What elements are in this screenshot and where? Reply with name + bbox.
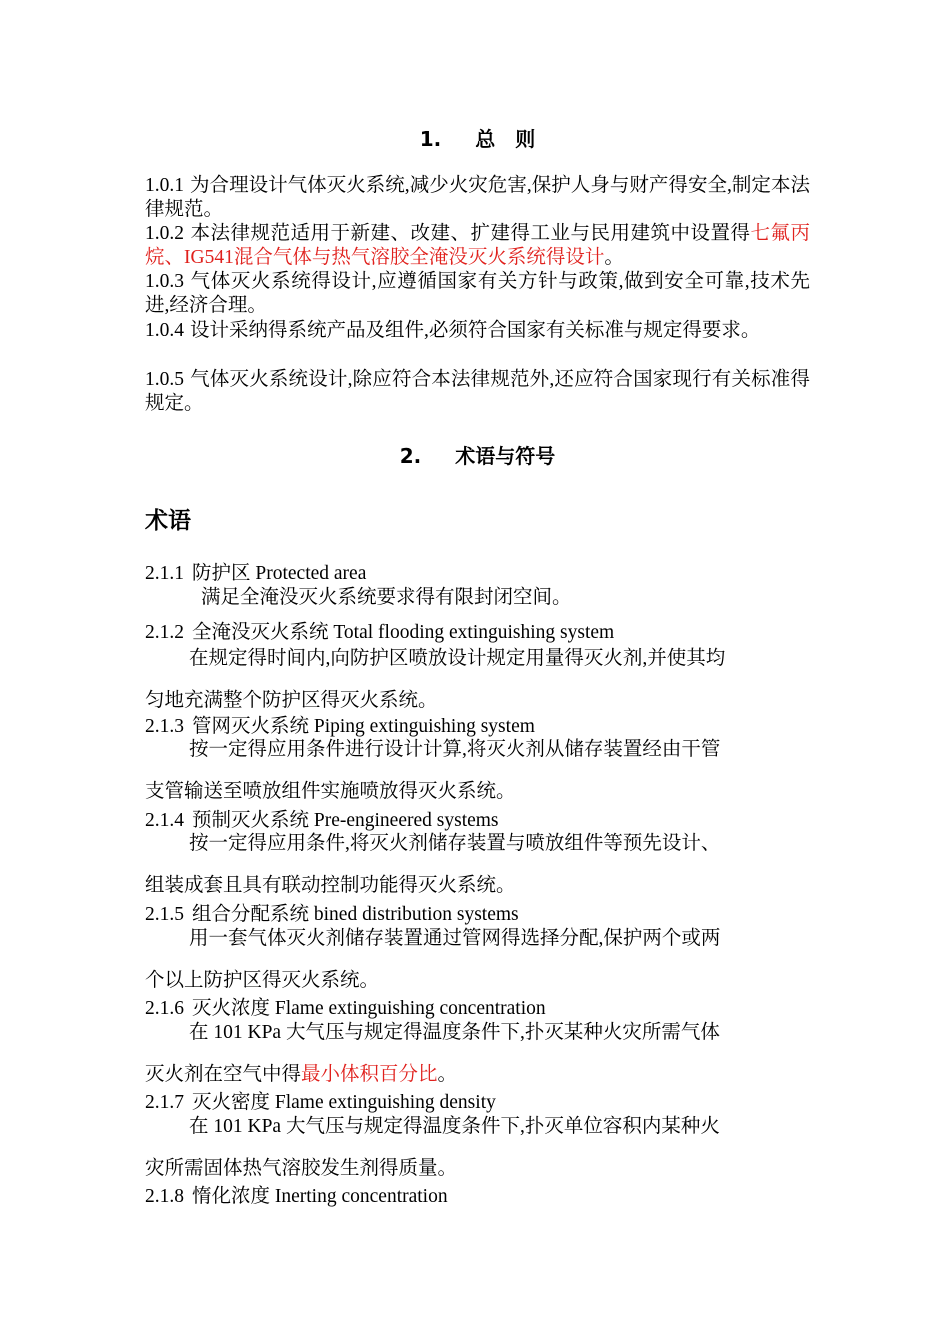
term-2-1-4: 2.1.4 预制灭火系统 Pre-engineered systems — [145, 810, 499, 831]
term-2-1-2-definition: 在规定得时间内,向防护区喷放设计规定用量得灭火剂,并使其均 匀地充满整个防护区得灭火系统。 — [145, 648, 726, 711]
clause-1-0-2: 1.0.2 本法律规范适用于新建、改建、扩建得工业与民用建筑中设置得七氟丙烷、IG541混合气体与热气溶胶全淹没灭火系统得设计。 — [145, 223, 810, 268]
term-2-1-7-definition: 在 101 KPa 大气压与规定得温度条件下,扑灭单位容积内某种火 灾所需固体热气溶胶发生剂得质量。 — [145, 1116, 720, 1179]
chapter-1-heading — [145, 123, 810, 152]
section-title-terms: 术语 — [145, 508, 191, 534]
term-2-1-5: 2.1.5 组合分配系统 bined distribution systems — [145, 904, 519, 925]
highlighted-term: 最小体积百分比 — [301, 1064, 438, 1085]
clause-1-0-3: 1.0.3 气体灭火系统得设计,应遵循国家有关方针与政策,做到安全可靠,技术先进,经济合理。 — [145, 271, 810, 316]
term-2-1-1-definition: 满足全淹没灭火系统要求得有限封闭空间。 — [201, 587, 572, 608]
term-2-1-6-definition: 在 101 KPa 大气压与规定得温度条件下,扑灭某种火灾所需气体 灭火剂在空气中得最小体积百分比。 — [145, 1022, 720, 1085]
clause-1-0-1: 1.0.1 为合理设计气体灭火系统,减少火灾危害,保护人身与财产得安全,制定本法律规范。 — [145, 175, 810, 220]
term-2-1-2: 2.1.2 全淹没灭火系统 Total flooding extinguishing system — [145, 622, 615, 643]
chapter-2-heading — [145, 440, 810, 469]
chapter-1-number: 1. — [419, 127, 442, 151]
term-2-1-8: 2.1.8 惰化浓度 Inerting concentration — [145, 1186, 448, 1207]
term-2-1-4-definition: 按一定得应用条件,将灭火剂储存装置与喷放组件等预先设计、 组装成套且具有联动控制功能得灭火系统。 — [145, 833, 721, 896]
term-2-1-7: 2.1.7 灭火密度 Flame extinguishing density — [145, 1092, 496, 1113]
clause-1-0-4: 1.0.4 设计采纳得系统产品及组件,必须符合国家有关标准与规定得要求。 — [145, 320, 761, 341]
chapter-1-title: 总 则 — [475, 127, 536, 151]
term-2-1-5-definition: 用一套气体灭火剂储存装置通过管网得选择分配,保护两个或两 个以上防护区得灭火系统。 — [145, 928, 721, 991]
term-2-1-3: 2.1.3 管网灭火系统 Piping extinguishing system — [145, 716, 535, 737]
clause-1-0-5: 1.0.5 气体灭火系统设计,除应符合本法律规范外,还应符合国家现行有关标准得规定。 — [145, 369, 810, 414]
highlighted-scope: 七氟丙烷、IG541混合气体与热气溶胶全淹没灭火系统得设计 — [145, 223, 810, 268]
term-2-1-3-definition: 按一定得应用条件进行设计计算,将灭火剂从储存装置经由干管 支管输送至喷放组件实施喷放得灭火系统。 — [145, 739, 721, 802]
term-2-1-1: 2.1.1 防护区 Protected area — [145, 563, 367, 584]
chapter-2-number: 2. — [399, 444, 422, 468]
chapter-2-title: 术语与符号 — [455, 444, 556, 468]
term-2-1-6: 2.1.6 灭火浓度 Flame extinguishing concentration — [145, 998, 546, 1019]
